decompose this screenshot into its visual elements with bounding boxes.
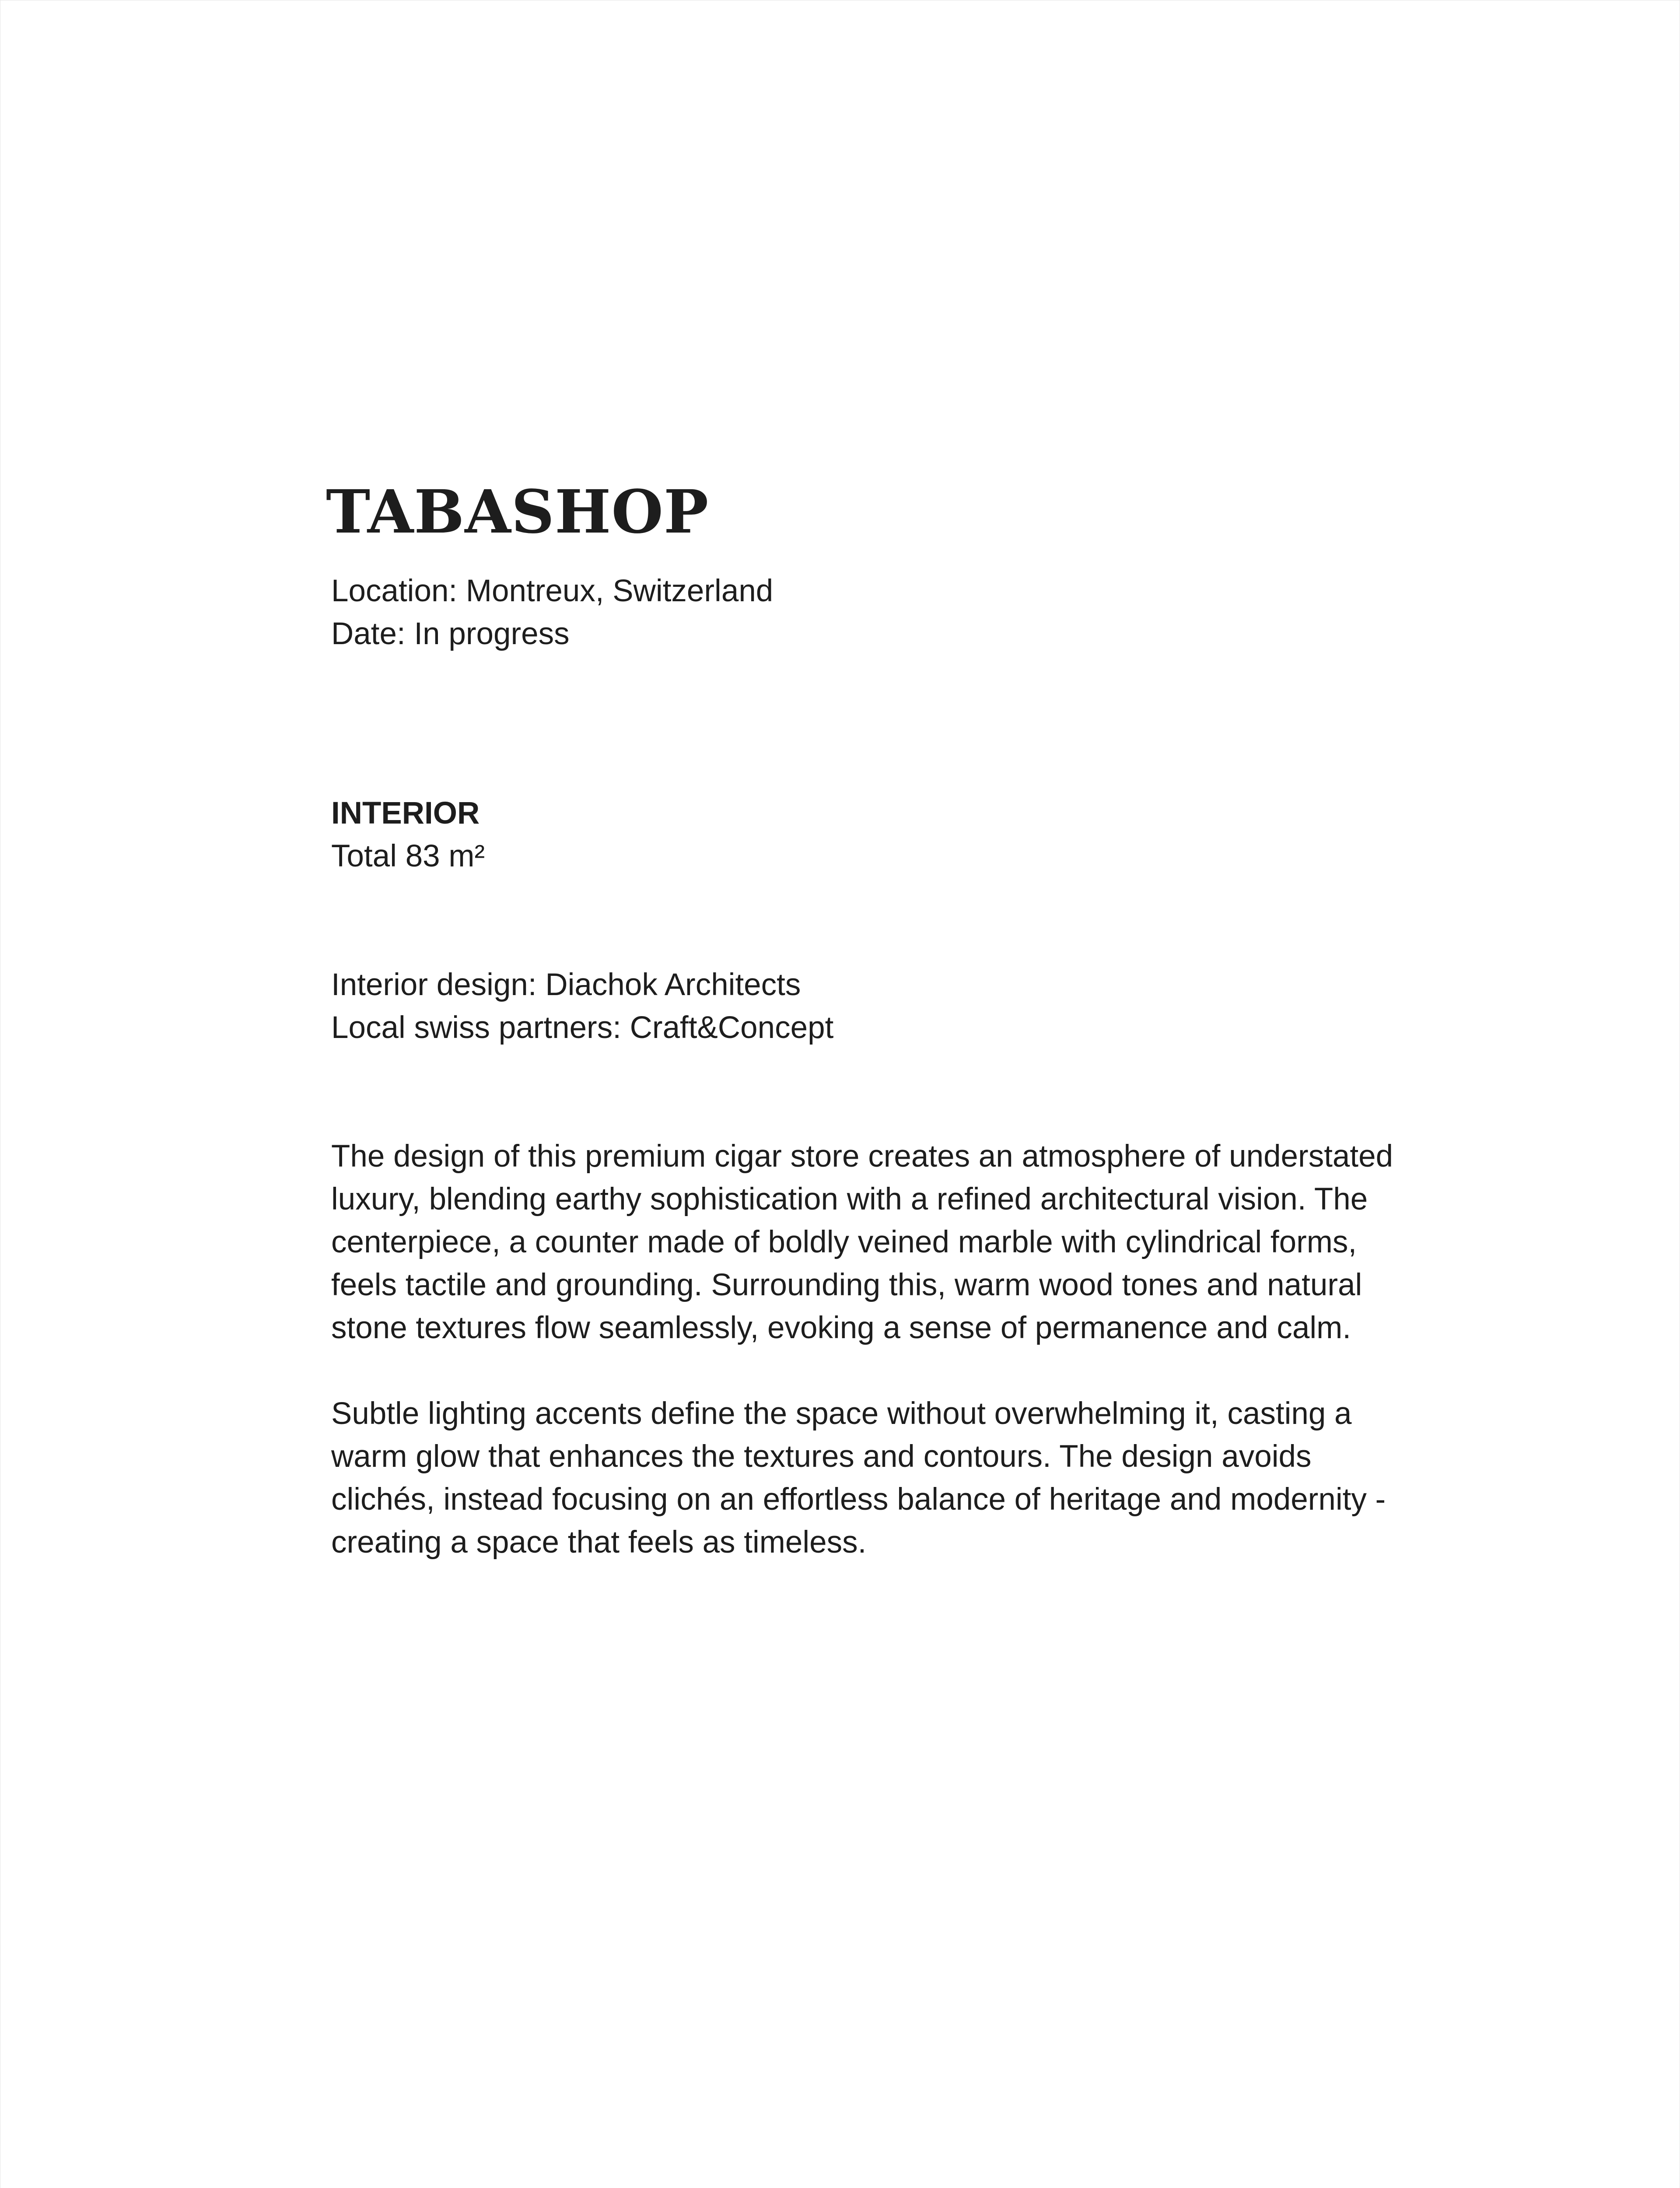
description-section — [331, 1135, 1403, 1564]
interior-total-area: Total 83 m² — [331, 839, 485, 873]
interior-section — [331, 792, 1403, 878]
project-location: Location: Montreux, Switzerland — [331, 574, 774, 608]
description-paragraph-2: Subtle lighting accents define the space without overwhelming it, casting a warm glow that enhances the textures and contours. The design avoids clichés, instead focusing on an effortless balance of heritage and modernity - creating a space that feels as timeless. — [331, 1396, 1386, 1560]
project-date: Date: In progress — [331, 617, 570, 651]
local-partners-credit: Local swiss partners: Craft&Concept — [331, 1010, 834, 1045]
credits-section — [331, 964, 1403, 1049]
interior-heading: INTERIOR — [331, 796, 480, 831]
interior-design-credit: Interior design: Diachok Architects — [331, 968, 801, 1002]
document-content — [326, 477, 1403, 1564]
project-meta — [331, 570, 1403, 656]
project-title: TABASHOP — [326, 477, 709, 547]
description-paragraph-1: The design of this premium cigar store creates an atmosphere of understated luxury, blending earthy sophistication with a refined architectural vision. The centerpiece, a counter made of boldly veined marble with cylindrical forms, feels tactile and grounding. Surrounding this, warm wood tones and natural stone textures flow seamlessly, evoking a sense of permanence and calm. — [331, 1139, 1393, 1345]
